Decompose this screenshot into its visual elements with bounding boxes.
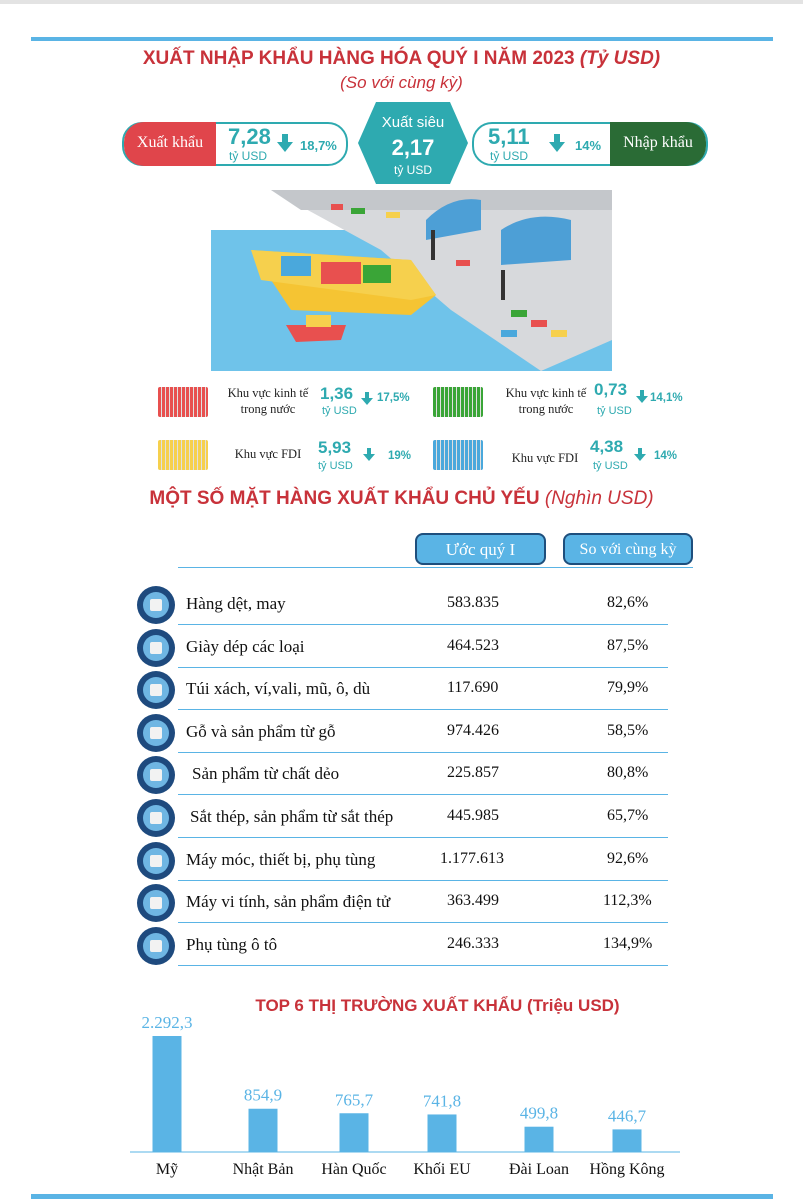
legend-change-import-domestic: 14,1% — [650, 392, 683, 404]
product-name: Phụ tùng ô tô — [186, 935, 278, 954]
bar-5 — [613, 1129, 642, 1152]
export-label: Xuất khẩu — [124, 122, 216, 166]
product-name: Gỗ và sản phẩm từ gỗ — [186, 722, 336, 741]
product-value: 363.499 — [447, 892, 499, 909]
import-label: Nhập khẩu — [610, 122, 706, 166]
legend-change-export-fdi: 19% — [388, 450, 412, 462]
product-percent: 79,9% — [607, 679, 649, 696]
category-label: Nhật Bản — [232, 1161, 294, 1178]
category-label: Đài Loan — [509, 1161, 569, 1178]
legend-label-line1: Khu vực kinh tế — [505, 386, 587, 400]
product-percent: 112,3% — [603, 892, 652, 909]
legend-change-export-domestic: 17,5% — [377, 392, 410, 404]
product-percent: 87,5% — [607, 637, 649, 654]
product-name: Sản phẩm từ chất dẻo — [192, 764, 340, 783]
column-header-estimate: Ước quý I — [415, 533, 546, 565]
legend-value-export-domestic: 1,36 — [320, 384, 354, 403]
import-value: 5,11 — [488, 124, 530, 149]
legend-unit: tỷ USD — [597, 405, 632, 417]
bar-value-label: 854,9 — [243, 1085, 283, 1105]
product-name: Túi xách, ví,vali, mũ, ô, dù — [186, 679, 371, 698]
legend-change-import-fdi: 14% — [654, 450, 678, 462]
legend-unit: tỷ USD — [593, 460, 628, 472]
product-name: Giày dép các loại — [186, 637, 305, 656]
product-percent: 82,6% — [607, 594, 649, 611]
bar-value-label: 446,7 — [607, 1106, 647, 1126]
legend-label-line1: Khu vực kinh tế — [227, 386, 309, 400]
bar-3 — [428, 1114, 457, 1152]
legend-unit: tỷ USD — [318, 460, 353, 472]
title-unit: (Tỷ USD) — [579, 48, 661, 69]
legend-label-line2: trong nước — [240, 402, 296, 416]
product-value: 246.333 — [447, 935, 499, 952]
bar-0 — [153, 1036, 182, 1152]
surplus-unit: tỷ USD — [393, 163, 432, 177]
bar-4 — [525, 1127, 554, 1152]
chart-title: TOP 6 THỊ TRƯỜNG XUẤT KHẨU (Triệu USD) — [255, 996, 620, 1015]
product-value: 117.690 — [447, 679, 499, 696]
product-name: Máy móc, thiết bị, phụ tùng — [186, 850, 376, 869]
bar-value-label: 499,8 — [519, 1103, 559, 1123]
product-percent: 65,7% — [607, 807, 649, 824]
products-title-unit: (Nghìn USD) — [544, 488, 654, 509]
bar-value-label: 741,8 — [422, 1091, 462, 1111]
legend-label-line2: trong nước — [518, 402, 574, 416]
column-header-compare: So với cùng kỳ — [563, 533, 693, 565]
legend-label-export-fdi: Khu vực FDI — [234, 447, 302, 461]
bar-1 — [249, 1109, 278, 1152]
surplus-value: 2,17 — [391, 135, 435, 160]
product-value: 1.177.613 — [440, 850, 504, 867]
product-value: 464.523 — [447, 637, 499, 654]
product-name: Máy vi tính, sản phẩm điện tử — [186, 892, 391, 911]
product-percent: 80,8% — [607, 764, 649, 781]
product-value: 225.857 — [447, 764, 499, 781]
page-subtitle: (So với cùng kỳ) — [340, 73, 463, 92]
product-value: 974.426 — [447, 722, 499, 739]
import-unit: tỷ USD — [490, 149, 529, 163]
legend-value-import-fdi: 4,38 — [590, 437, 624, 456]
category-label: Hàn Quốc — [321, 1161, 387, 1178]
legend-value-import-domestic: 0,73 — [594, 380, 628, 399]
import-change: 14% — [575, 138, 602, 153]
bar-value-label: 765,7 — [334, 1090, 374, 1110]
bar-value-label: 2.292,3 — [141, 1013, 193, 1032]
title-main: XUẤT NHẬP KHẨU HÀNG HÓA QUÝ I NĂM 2023 — [142, 48, 575, 69]
legend-unit: tỷ USD — [322, 405, 357, 417]
product-name: Hàng dệt, may — [186, 594, 286, 613]
surplus-label: Xuất siêu — [381, 114, 445, 131]
bar-2 — [340, 1113, 369, 1152]
legend-label-import-fdi: Khu vực FDI — [511, 451, 579, 465]
product-name: Sắt thép, sản phẩm từ sắt thép — [190, 807, 394, 826]
export-unit: tỷ USD — [229, 149, 268, 163]
category-label: Khối EU — [413, 1161, 471, 1178]
product-value: 583.835 — [447, 594, 499, 611]
category-label: Mỹ — [155, 1161, 179, 1178]
legend-value-export-fdi: 5,93 — [318, 438, 352, 457]
category-label: Hồng Kông — [589, 1161, 665, 1178]
product-percent: 92,6% — [607, 850, 649, 867]
product-percent: 134,9% — [603, 935, 653, 952]
products-title-text: MỘT SỐ MẶT HÀNG XUẤT KHẨU CHỦ YẾU — [149, 488, 540, 509]
export-value: 7,28 — [228, 124, 271, 149]
product-percent: 58,5% — [607, 722, 649, 739]
export-change: 18,7% — [300, 138, 337, 153]
product-value: 445.985 — [447, 807, 499, 824]
